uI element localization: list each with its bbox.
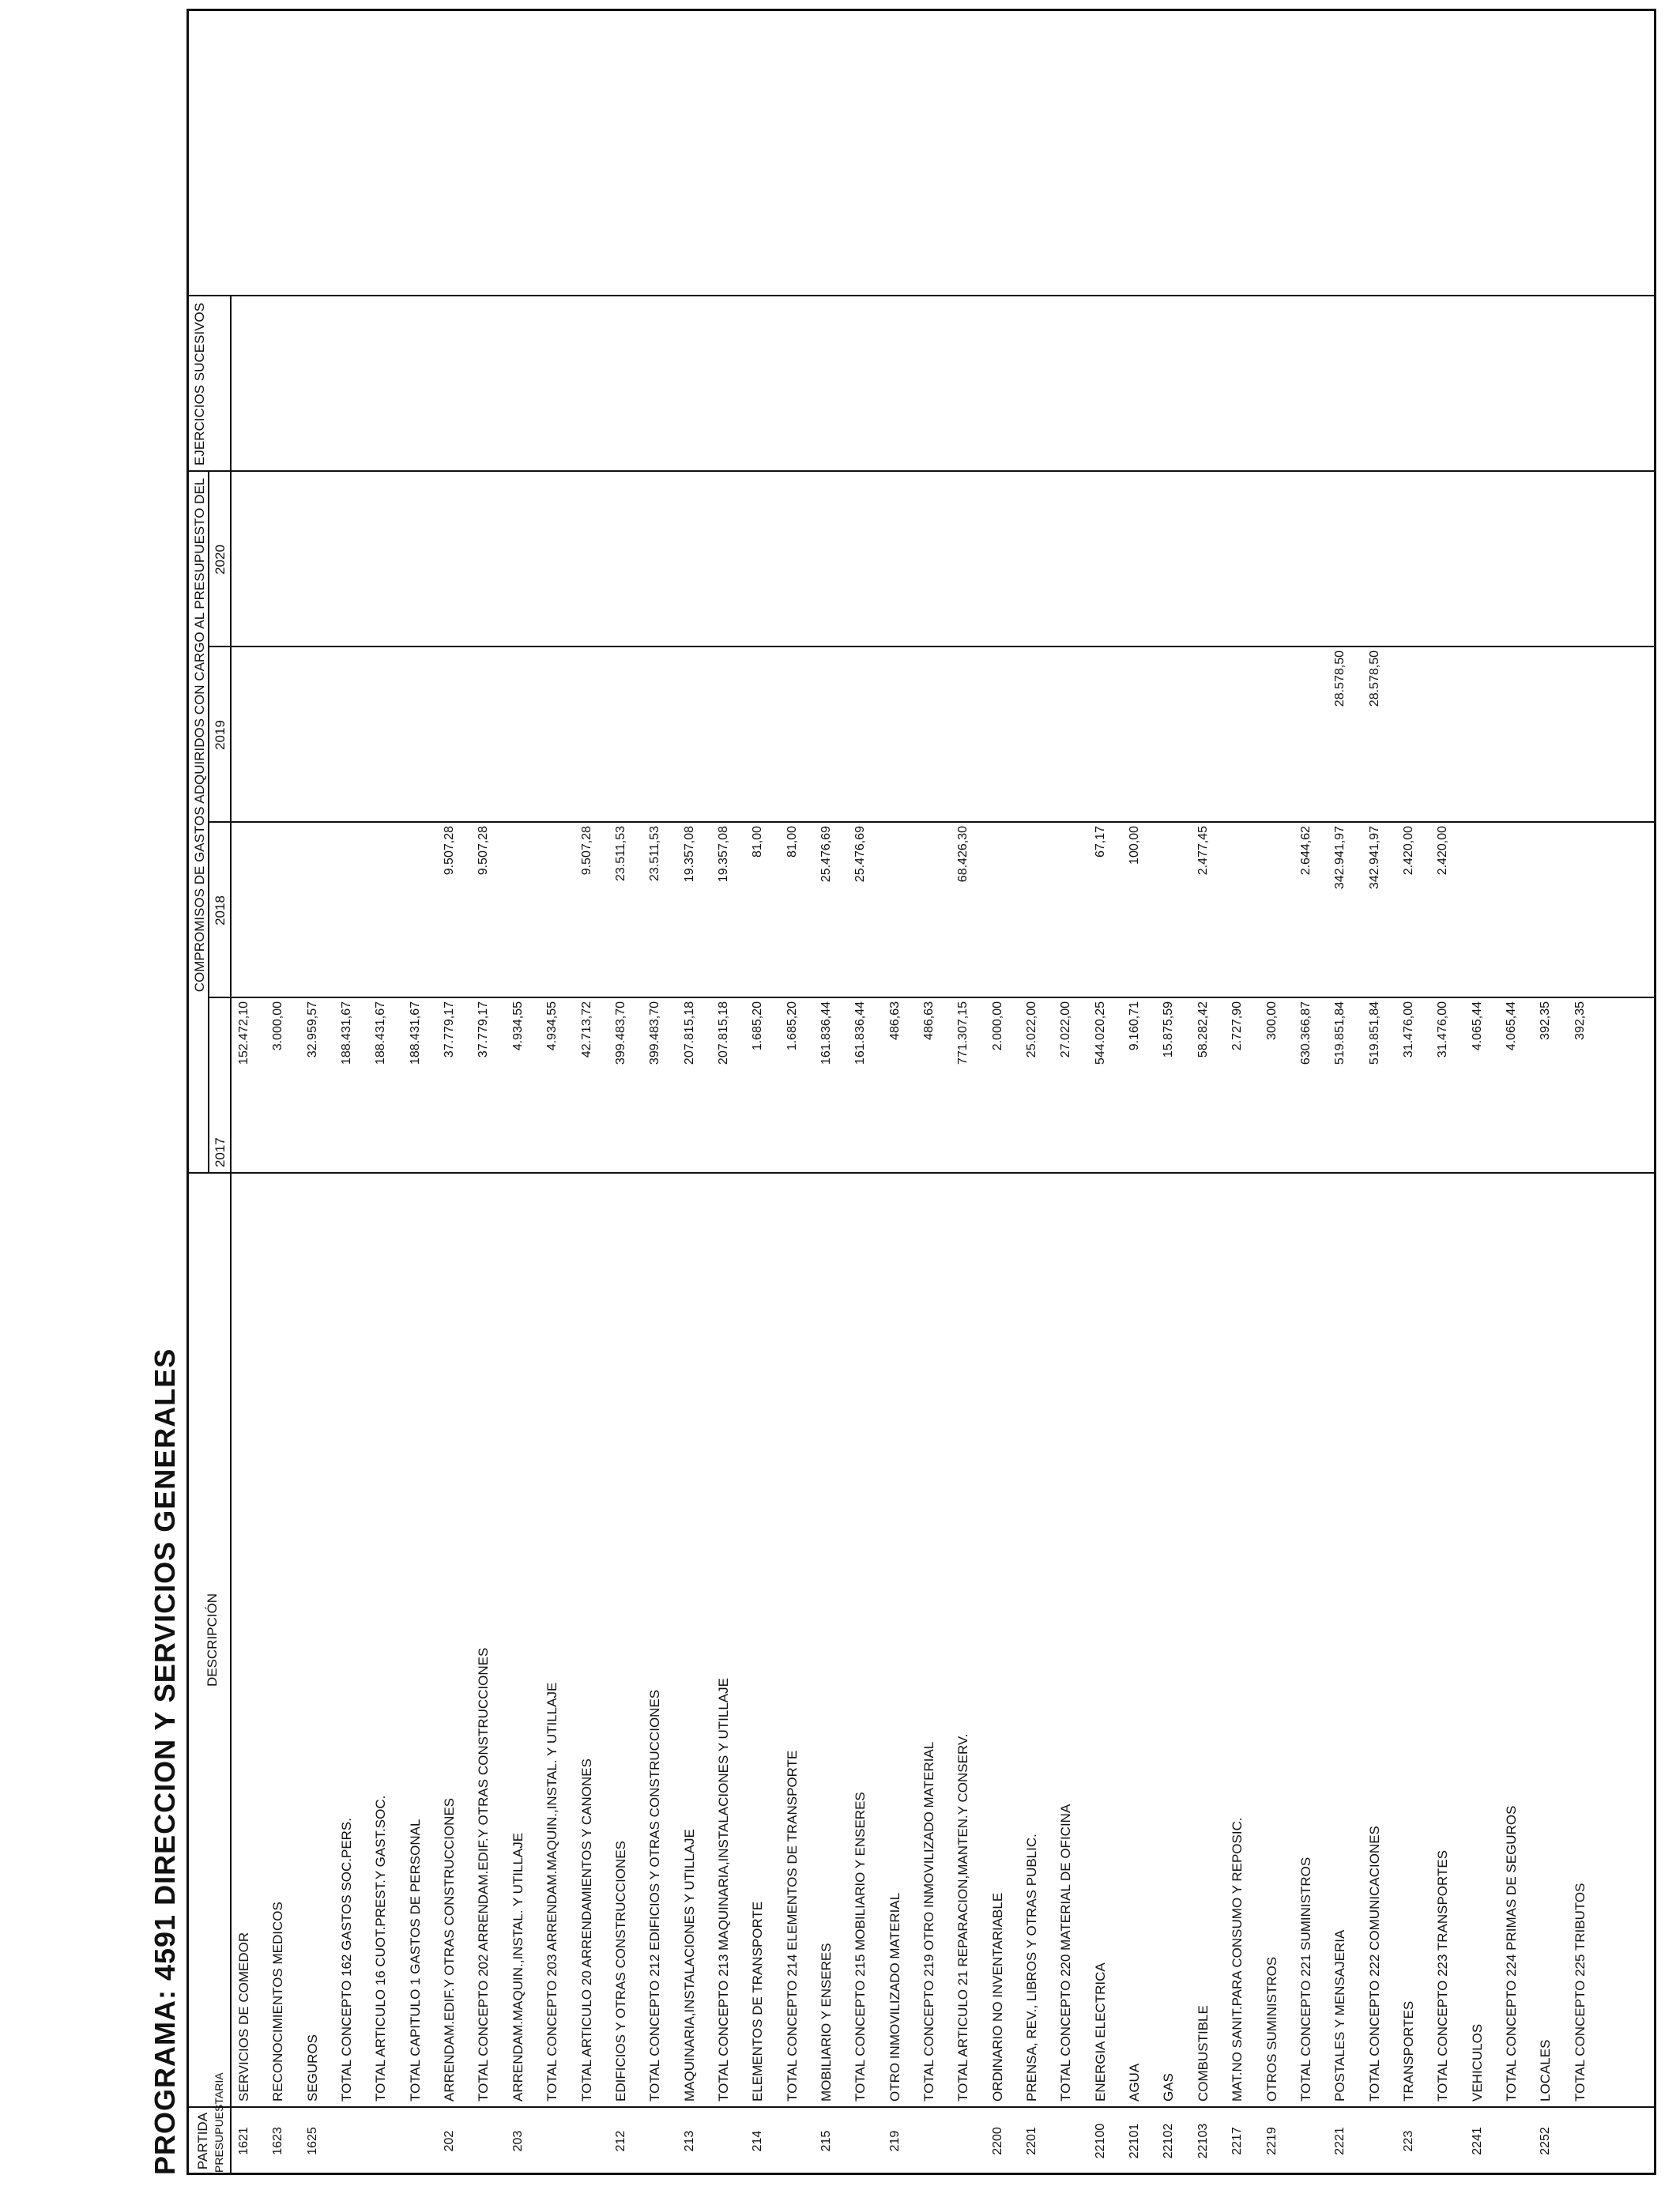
- header-2018: 2018: [213, 895, 228, 925]
- table-row: [1192, 11, 1226, 2173]
- table-row: [1432, 11, 1466, 2173]
- row-description: SEGUROS: [304, 2034, 320, 2102]
- table-row: [644, 11, 678, 2173]
- table-row: [405, 11, 439, 2173]
- partida-code: 214: [751, 2130, 765, 2152]
- row-description: RECONOCIMIENTOS MEDICOS: [270, 1902, 286, 2102]
- table-row: [1535, 11, 1569, 2173]
- partida-code: 2241: [1470, 2127, 1484, 2155]
- row-description: TOTAL CONCEPTO 220 MATERIAL DE OFICINA: [1058, 1804, 1074, 2102]
- amount-v2017: 1.685,20: [751, 1001, 765, 1051]
- row-description: TOTAL CONCEPTO 219 OTRO INMOVILIZADO MATERIAL: [921, 1741, 936, 2102]
- partida-code: 219: [887, 2130, 902, 2152]
- row-description: EDIFICIOS Y OTRAS CONSTRUCCIONES: [612, 1841, 628, 2102]
- row-description: OTROS SUMINISTROS: [1264, 1956, 1279, 2102]
- header-bottom-border: [230, 296, 232, 2173]
- amount-v2017: 27.022,00: [1059, 1001, 1073, 1058]
- amount-v2017: 188.431,67: [340, 1001, 354, 1065]
- table-row: [1226, 11, 1260, 2173]
- amount-v2017: 37.779,17: [443, 1001, 457, 1058]
- header-2020: 2020: [213, 545, 228, 575]
- table-row: [679, 11, 713, 2173]
- amount-v2018: 25.476,69: [819, 826, 833, 883]
- table-row: [918, 11, 952, 2173]
- row-description: TOTAL CONCEPTO 224 PRIMAS DE SEGUROS: [1503, 1805, 1519, 2102]
- amount-v2017: 3.000,00: [271, 1001, 285, 1051]
- row-description: GAS: [1161, 2073, 1177, 2102]
- amount-v2018: 19.357,08: [716, 826, 730, 883]
- table-row: [267, 11, 301, 2173]
- table-row: [1261, 11, 1295, 2173]
- amount-v2017: 161.836,44: [853, 1001, 868, 1065]
- amount-v2018: 23.511,53: [613, 826, 627, 881]
- row-description: TRANSPORTES: [1400, 2000, 1416, 2102]
- table-row: [1055, 11, 1089, 2173]
- table-row: [439, 11, 473, 2173]
- partida-code: 22101: [1128, 2123, 1142, 2159]
- table-row: [370, 11, 404, 2173]
- row-description: ORDINARIO NO INVENTARIABLE: [989, 1892, 1005, 2102]
- amount-v2018: 2.477,45: [1196, 826, 1210, 876]
- partida-code: 22103: [1196, 2123, 1210, 2159]
- row-description: MAT.NO SANIT.PARA CONSUMO Y REPOSIC.: [1230, 1817, 1245, 2102]
- row-description: TOTAL CONCEPTO 215 MOBILIARIO Y ENSERES: [853, 1792, 868, 2102]
- header-compromisos: COMPROMISOS DE GASTOS ADQUIRIDOS CON CARGO AL PRESUPUESTO DEL: [192, 477, 207, 993]
- partida-code: 203: [510, 2130, 525, 2152]
- row-description: TOTAL CONCEPTO 222 COMUNICACIONES: [1366, 1826, 1382, 2102]
- partida-code: 212: [613, 2130, 627, 2152]
- table-row: [1398, 11, 1432, 2173]
- amount-v2017: 58.282,42: [1196, 1001, 1210, 1058]
- amount-v2018: 9.507,28: [477, 826, 491, 876]
- row-description: LOCALES: [1538, 2039, 1554, 2102]
- amount-v2017: 188.431,67: [408, 1001, 422, 1065]
- partida-code: 22102: [1162, 2123, 1176, 2159]
- table-row: [713, 11, 747, 2173]
- header-partida-line1: PARTIDA: [195, 2112, 210, 2170]
- amount-v2017: 188.431,67: [374, 1001, 388, 1065]
- amount-v2017: 1.685,20: [785, 1001, 799, 1051]
- amount-v2017: 4.065,44: [1470, 1001, 1484, 1051]
- row-description: TOTAL CAPITULO 1 GASTOS DE PERSONAL: [407, 1819, 423, 2102]
- amount-v2017: 544.020,25: [1093, 1001, 1107, 1065]
- amount-v2017: 399.483,70: [648, 1001, 662, 1065]
- partida-code: 2217: [1230, 2127, 1245, 2155]
- amount-v2017: 31.476,00: [1401, 1001, 1415, 1058]
- amount-v2017: 771.307,15: [956, 1001, 970, 1065]
- amount-v2018: 2.420,00: [1436, 826, 1450, 876]
- row-description: COMBUSTIBLE: [1195, 2005, 1211, 2102]
- table-row: [816, 11, 849, 2173]
- amount-v2018: 68.426,30: [956, 826, 970, 883]
- partida-code: 22100: [1093, 2123, 1107, 2159]
- header-divider: [208, 472, 209, 1174]
- row-description: OTRO INMOVILIZADO MATERIAL: [887, 1892, 902, 2102]
- amount-v2018: 2.420,00: [1401, 826, 1415, 876]
- table-row: [1158, 11, 1192, 2173]
- row-description: TOTAL CONCEPTO 223 TRANSPORTES: [1435, 1849, 1451, 2102]
- table-row: [952, 11, 986, 2173]
- amount-v2017: 4.065,44: [1504, 1001, 1518, 1051]
- row-description: TOTAL CONCEPTO 212 EDIFICIOS Y OTRAS CONSTRUCCIONES: [647, 1689, 663, 2102]
- amount-v2018: 19.357,08: [682, 826, 696, 883]
- amount-v2019: 28.578,50: [1333, 650, 1347, 707]
- amount-v2017: 207.815,18: [682, 1001, 696, 1065]
- amount-v2017: 519.851,84: [1333, 1001, 1347, 1065]
- row-description: TOTAL ARTICULO 16 CUOT.PREST.Y GAST.SOC.: [373, 1795, 389, 2102]
- row-description: MOBILIARIO Y ENSERES: [818, 1943, 834, 2102]
- row-description: SERVICIOS DE COMEDOR: [236, 1932, 251, 2102]
- table-row: [782, 11, 816, 2173]
- amount-v2018: 342.941,97: [1367, 826, 1381, 890]
- amount-v2017: 300,00: [1264, 1001, 1279, 1040]
- table-row: [1467, 11, 1501, 2173]
- amount-v2017: 519.851,84: [1367, 1001, 1381, 1065]
- table-row: [849, 11, 883, 2173]
- row-description: ARRENDAM.EDIF.Y OTRAS CONSTRUCCIONES: [442, 1797, 458, 2102]
- amount-v2018: 25.476,69: [853, 826, 868, 883]
- table-row: [987, 11, 1021, 2173]
- partida-code: 2201: [1025, 2127, 1039, 2155]
- table-row: [1021, 11, 1055, 2173]
- table-row: [541, 11, 575, 2173]
- header-partida-line2: PRESUPUESTARIA: [213, 2072, 225, 2173]
- partida-code: 213: [682, 2130, 696, 2152]
- amount-v2017: 31.476,00: [1436, 1001, 1450, 1058]
- amount-v2017: 15.875,59: [1162, 1001, 1176, 1058]
- amount-v2017: 392,35: [1539, 1001, 1553, 1040]
- table-row: [1569, 11, 1603, 2173]
- table-row: [576, 11, 610, 2173]
- amount-v2017: 2.727,90: [1230, 1001, 1245, 1051]
- amount-v2017: 161.836,44: [819, 1001, 833, 1065]
- amount-v2017: 399.483,70: [613, 1001, 627, 1065]
- partida-code: 202: [443, 2130, 457, 2152]
- row-description: ENERGIA ELECTRICA: [1092, 1962, 1108, 2102]
- row-description: MAQUINARIA,INSTALACIONES Y UTILLAJE: [681, 1829, 697, 2102]
- row-description: TOTAL CONCEPTO 203 ARRENDAM.MAQUIN.,INSTAL. Y UTILLAJE: [544, 1682, 560, 2102]
- amount-v2019: 28.578,50: [1367, 650, 1381, 707]
- table-row: [1329, 11, 1363, 2173]
- amount-v2017: 4.934,55: [545, 1001, 559, 1051]
- amount-v2018: 81,00: [785, 826, 799, 858]
- amount-v2018: 2.644,62: [1298, 826, 1313, 876]
- amount-v2017: 152.472,10: [237, 1001, 250, 1065]
- table-row: [233, 11, 267, 2173]
- row-description: PRENSA, REV., LIBROS Y OTRAS PUBLIC.: [1024, 1834, 1040, 2102]
- amount-v2017: 486,63: [922, 1001, 936, 1040]
- amount-v2018: 9.507,28: [443, 826, 457, 876]
- table-row: [1364, 11, 1398, 2173]
- table-row: [302, 11, 336, 2173]
- table-row: [336, 11, 370, 2173]
- partida-code: 1625: [305, 2127, 319, 2155]
- partida-code: 2221: [1333, 2127, 1347, 2155]
- amount-v2017: 42.713,72: [579, 1001, 593, 1058]
- row-description: TOTAL ARTICULO 20 ARRENDAMIENTOS Y CANONES: [578, 1759, 594, 2102]
- partida-code: 2200: [990, 2127, 1004, 2155]
- table-row: [884, 11, 918, 2173]
- amount-v2018: 342.941,97: [1333, 826, 1347, 890]
- table-row: [507, 11, 541, 2173]
- partida-code: 215: [819, 2130, 833, 2152]
- amount-v2017: 207.815,18: [716, 1001, 730, 1065]
- header-sucesivos: EJERCICIOS SUCESIVOS: [192, 303, 207, 466]
- partida-code: 223: [1401, 2130, 1415, 2152]
- row-description: VEHICULOS: [1469, 2023, 1485, 2102]
- partida-code: 2219: [1264, 2127, 1279, 2155]
- budget-table: [186, 9, 1656, 2175]
- row-description: ELEMENTOS DE TRANSPORTE: [750, 1901, 766, 2102]
- row-description: TOTAL CONCEPTO 162 GASTOS SOC.PERS.: [339, 1818, 355, 2102]
- table-row: [1295, 11, 1329, 2173]
- amount-v2017: 486,63: [887, 1001, 902, 1040]
- amount-v2017: 2.000,00: [990, 1001, 1004, 1051]
- amount-v2018: 67,17: [1093, 826, 1107, 858]
- table-row: [747, 11, 781, 2173]
- partida-code: 1621: [237, 2127, 250, 2155]
- header-2017: 2017: [213, 1137, 228, 1167]
- row-description: ARRENDAM.MAQUIN.,INSTAL. Y UTILLAJE: [510, 1832, 525, 2102]
- header-2019: 2019: [213, 720, 228, 750]
- row-description: POSTALES Y MENSAJERIA: [1332, 1929, 1348, 2102]
- table-row: [1124, 11, 1158, 2173]
- amount-v2017: 630.366,87: [1298, 1001, 1313, 1065]
- row-description: TOTAL CONCEPTO 221 SUMINISTROS: [1298, 1857, 1313, 2102]
- partida-code: 2252: [1539, 2127, 1553, 2155]
- amount-v2017: 392,35: [1573, 1001, 1587, 1040]
- amount-v2018: 81,00: [751, 826, 765, 858]
- row-description: TOTAL CONCEPTO 225 TRIBUTOS: [1572, 1883, 1588, 2102]
- header-descripcion: DESCRIPCIÓN: [205, 1593, 220, 1687]
- row-description: TOTAL ARTICULO 21 REPARACION,MANTEN.Y CONSERV.: [955, 1733, 971, 2102]
- amount-v2018: 100,00: [1128, 826, 1142, 865]
- amount-v2018: 9.507,28: [579, 826, 593, 876]
- table-row: [1501, 11, 1535, 2173]
- amount-v2017: 25.022,00: [1025, 1001, 1039, 1058]
- page-title: PROGRAMA: 4591 DIRECCION Y SERVICIOS GENERALES: [149, 1348, 181, 2175]
- row-description: TOTAL CONCEPTO 213 MAQUINARIA,INSTALACIONES Y UTILLAJE: [715, 1678, 731, 2102]
- row-description: TOTAL CONCEPTO 214 ELEMENTOS DE TRANSPORTE: [784, 1750, 800, 2102]
- amount-v2018: 23.511,53: [648, 826, 662, 881]
- row-description: AGUA: [1127, 2063, 1143, 2102]
- amount-v2017: 9.160,71: [1128, 1001, 1142, 1051]
- amount-v2017: 37.779,17: [477, 1001, 491, 1058]
- row-description: TOTAL CONCEPTO 202 ARRENDAM.EDIF.Y OTRAS CONSTRUCCIONES: [476, 1647, 492, 2102]
- table-row: [473, 11, 507, 2173]
- table-row: [1090, 11, 1124, 2173]
- table-row: [610, 11, 644, 2173]
- amount-v2017: 4.934,55: [510, 1001, 525, 1051]
- amount-v2017: 32.959,57: [305, 1001, 319, 1058]
- partida-code: 1623: [271, 2127, 285, 2155]
